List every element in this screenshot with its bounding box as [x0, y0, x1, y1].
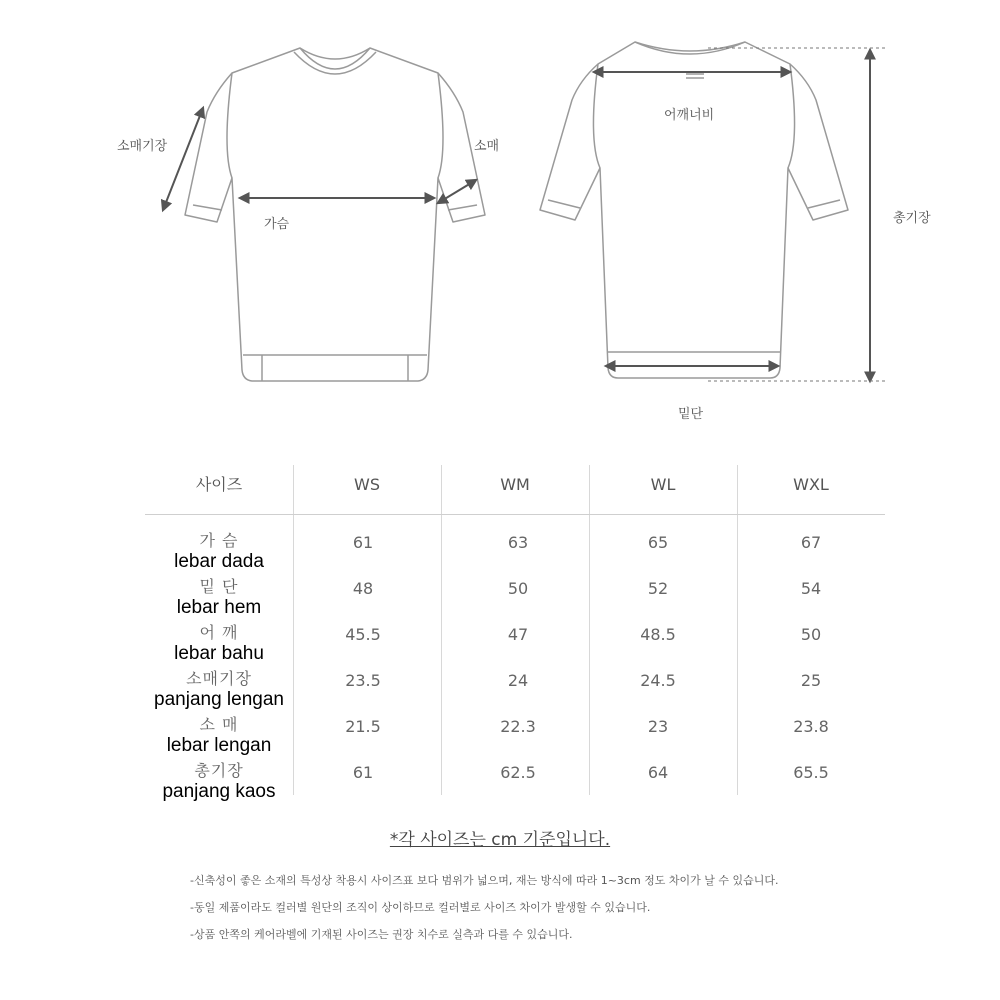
row-label	[145, 715, 293, 757]
row-label	[145, 623, 293, 665]
note-line: -상품 안쪽의 케어라벨에 기재된 사이즈는 권장 치수로 실측과 다를 수 있습니다.	[190, 928, 573, 941]
tshirt-back-icon	[540, 42, 848, 378]
table-cell: 45.5	[345, 625, 381, 644]
table-cell: 23.8	[793, 717, 829, 736]
size-header-wm: WM	[500, 475, 530, 494]
unit-note: *각 사이즈는 cm 기준입니다.	[389, 830, 611, 850]
table-cell: 50	[507, 579, 529, 598]
table-cell: 67	[800, 533, 822, 552]
table-cell: 52	[647, 579, 669, 598]
notes-list	[190, 872, 779, 953]
note-line: -신축성이 좋은 소재의 특성상 착용시 사이즈표 보다 범위가 넓으며, 재는 방식에 따라 1~3cm 정도 차이가 날 수 있습니다.	[190, 874, 779, 887]
table-cell: 54	[800, 579, 822, 598]
size-header-wl: WL	[650, 475, 676, 494]
row-label	[145, 761, 293, 803]
table-row	[145, 577, 885, 623]
table-cell: 50	[800, 625, 822, 644]
table-cell: 61	[352, 763, 374, 782]
table-cell: 23	[647, 717, 669, 736]
row-label-id: panjang kaos	[162, 781, 276, 802]
row-label-kr: 밑 단	[199, 577, 239, 596]
table-cell: 61	[352, 533, 374, 552]
table-cell: 25	[800, 671, 822, 690]
table-cell: 62.5	[500, 763, 536, 782]
row-label-kr: 가 슴	[199, 531, 239, 550]
table-cell: 24	[507, 671, 529, 690]
row-label-kr: 소매기장	[186, 669, 252, 688]
size-header-wxl: WXL	[793, 475, 829, 494]
table-cell: 63	[507, 533, 529, 552]
measurement-diagram	[0, 0, 1000, 440]
table-cell: 24.5	[640, 671, 676, 690]
shoulder-width-label: 어깨너비	[664, 108, 715, 123]
table-cell: 22.3	[500, 717, 536, 736]
table-row	[145, 531, 885, 577]
chest-label: 가슴	[264, 217, 290, 232]
table-row	[145, 715, 885, 761]
table-cell: 64	[647, 763, 669, 782]
sleeve-label: 소매	[474, 139, 500, 154]
header-divider	[145, 514, 885, 515]
table-cell: 48	[352, 579, 374, 598]
row-label	[145, 577, 293, 619]
table-row	[145, 761, 885, 807]
row-label	[145, 669, 293, 711]
table-cell: 23.5	[345, 671, 381, 690]
row-label-id: lebar dada	[174, 551, 264, 572]
row-label-id: lebar bahu	[174, 643, 264, 664]
row-label-kr: 어 깨	[199, 623, 239, 642]
table-cell: 47	[507, 625, 529, 644]
tshirt-front-icon	[185, 48, 485, 381]
row-label-id: lebar hem	[176, 597, 262, 618]
size-header-label: 사이즈	[195, 475, 243, 494]
table-row	[145, 669, 885, 715]
table-cell: 21.5	[345, 717, 381, 736]
row-label-id: panjang lengan	[154, 689, 284, 710]
table-row	[145, 623, 885, 669]
note-line: -동일 제품이라도 컬러별 원단의 조직이 상이하므로 컬러별로 사이즈 차이가 발생할 수 있습니다.	[190, 901, 651, 914]
hem-label: 밑단	[678, 407, 704, 422]
row-label-kr: 소 매	[199, 715, 239, 734]
row-label-id: lebar lengan	[166, 735, 272, 756]
sleeve-arrow	[438, 180, 476, 203]
row-label	[145, 531, 293, 573]
total-length-label: 총기장	[893, 211, 931, 226]
tshirt-diagram-svg	[0, 0, 1000, 440]
table-cell: 65.5	[793, 763, 829, 782]
table-cell: 48.5	[640, 625, 676, 644]
table-cell: 65	[647, 533, 669, 552]
size-header-ws: WS	[354, 475, 380, 494]
sleeve-length-label: 소매기장	[117, 139, 168, 154]
row-label-kr: 총기장	[194, 761, 244, 780]
